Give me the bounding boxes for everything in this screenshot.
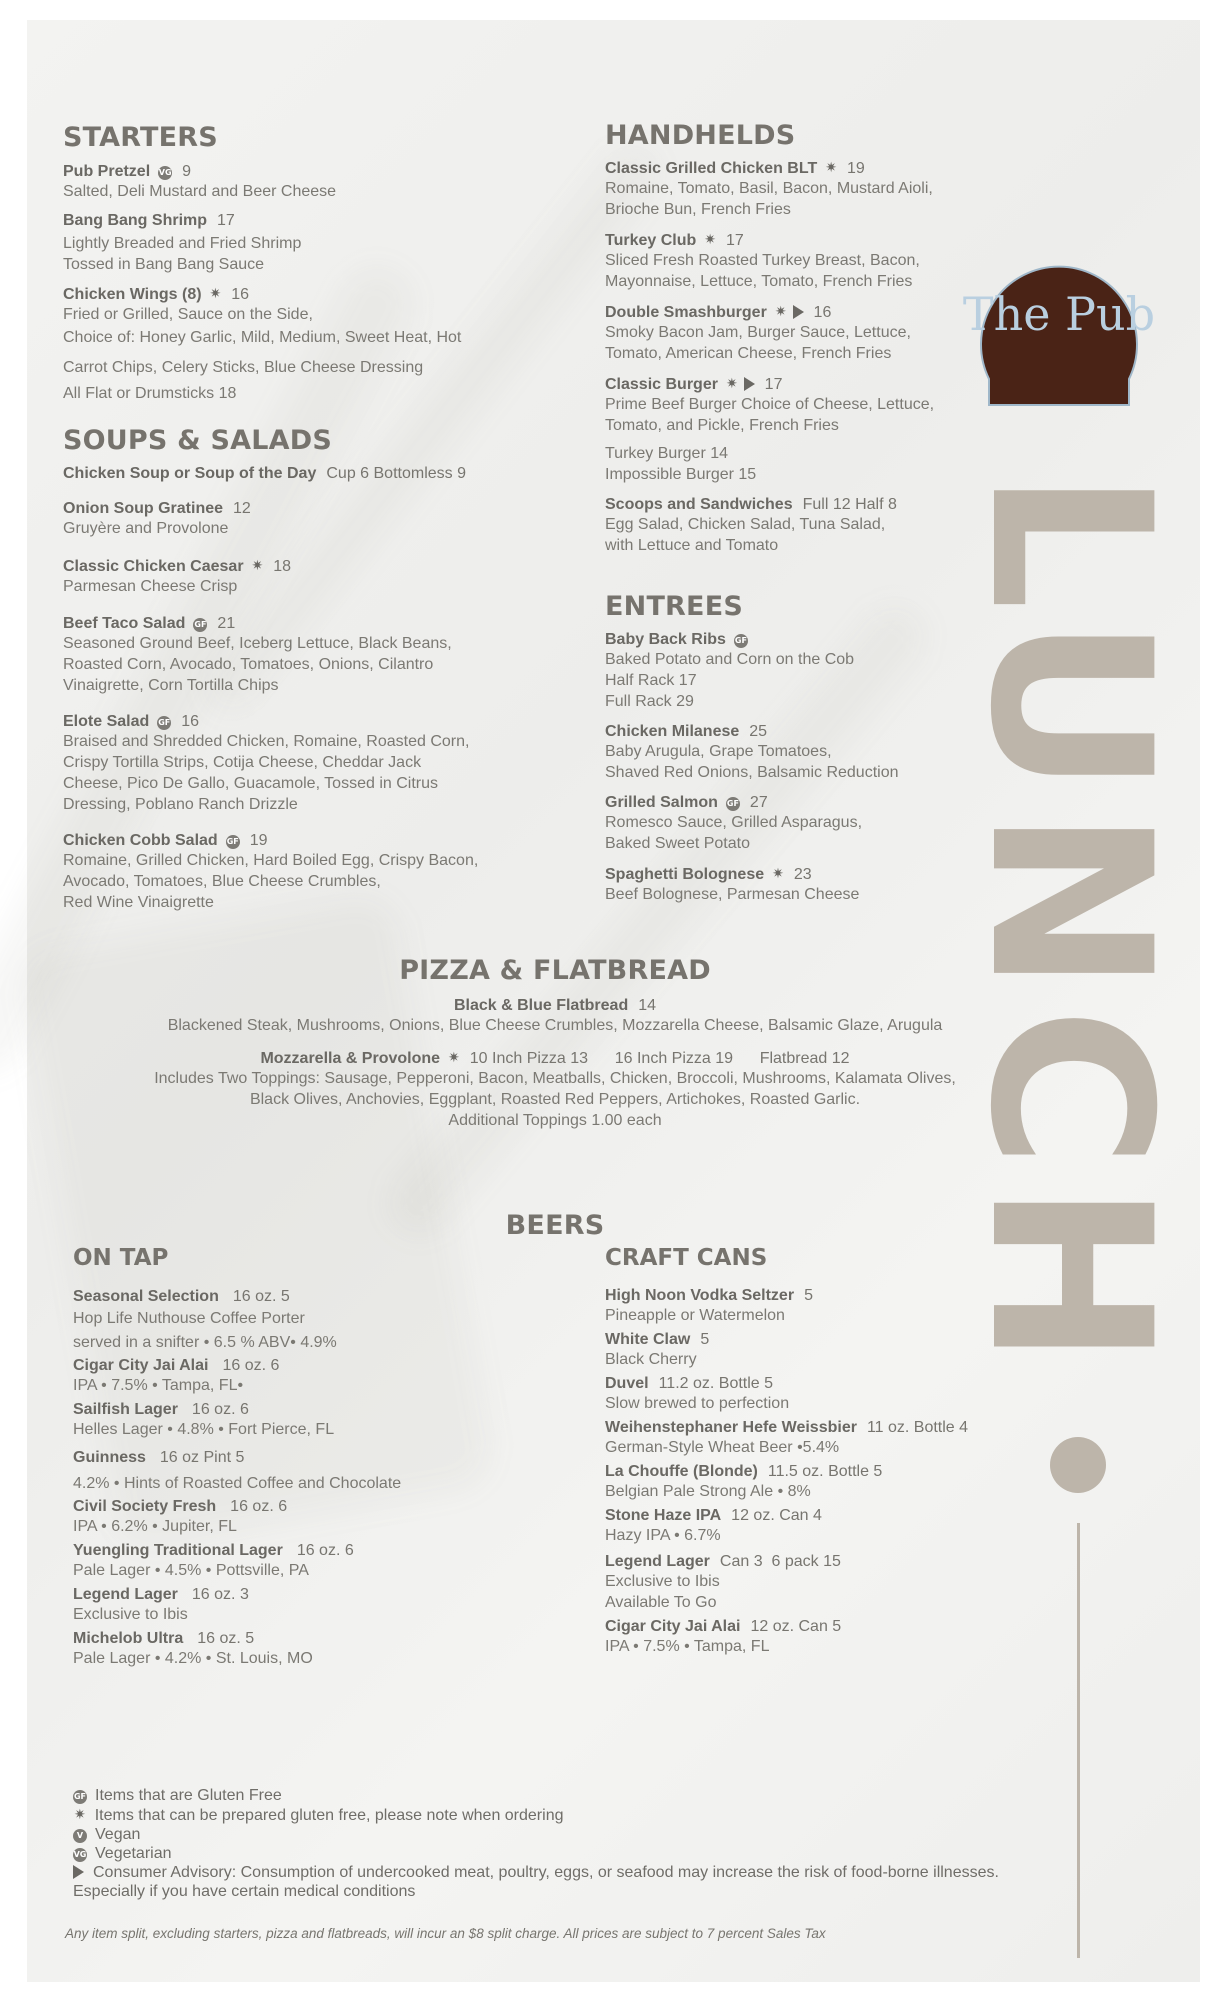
item-desc: Salted, Deli Mustard and Beer Cheese: [63, 183, 337, 200]
menu-item: [63, 285, 543, 404]
item-desc: Full Rack 29: [605, 693, 694, 710]
asterisk-icon: ✷: [704, 231, 717, 247]
item-price: 11.5 oz. Bottle 5: [767, 1463, 883, 1480]
item-name: Mozzarella & Provolone: [260, 1050, 441, 1067]
item-name: Guinness: [73, 1449, 146, 1466]
item-desc: Romesco Sauce, Grilled Asparagus,: [605, 814, 863, 831]
item-desc: Baked Potato and Corn on the Cob: [605, 651, 855, 668]
asterisk-icon: ✷: [725, 375, 738, 391]
item-desc: Black Olives, Anchovies, Eggplant, Roasted Red Peppers, Artichokes, Roasted Garlic.: [249, 1091, 861, 1108]
item-desc: Shaved Red Onions, Balsamic Reduction: [605, 764, 899, 781]
asterisk-icon: ✷: [825, 159, 837, 175]
item-desc: German-Style Wheat Beer •5.4%: [605, 1439, 840, 1456]
menu-item: [63, 500, 563, 539]
item-price: 21: [217, 615, 236, 632]
item-desc: Blackened Steak, Mushrooms, Onions, Blue Cheese Crumbles, Mozzarella Cheese, Balsamic Glaze, Arugula: [167, 1017, 943, 1034]
item-name: Turkey Club: [605, 232, 697, 249]
beer-item: [73, 1288, 543, 1353]
item-name: Chicken Wings (8): [63, 286, 202, 303]
item-desc: Pale Lager • 4.2% • St. Louis, MO: [73, 1650, 313, 1667]
item-price: 5: [700, 1331, 710, 1348]
item-desc: Baked Sweet Potato: [605, 835, 750, 852]
item-desc: Beef Bolognese, Parmesan Cheese: [605, 886, 860, 903]
item-desc: Smoky Bacon Jam, Burger Sauce, Lettuce,: [605, 324, 911, 341]
item-name: High Noon Vodka Seltzer: [605, 1287, 795, 1304]
item-desc: Black Cherry: [605, 1351, 697, 1368]
item-desc: Crispy Tortilla Strips, Cotija Cheese, Cheddar Jack: [63, 754, 422, 771]
legend-gf: [73, 1786, 1033, 1805]
item-name: Baby Back Ribs: [605, 631, 726, 648]
item-desc: Gruyère and Provolone: [63, 520, 229, 537]
item-desc: Exclusive to Ibis: [605, 1573, 720, 1590]
menu-item: [63, 465, 563, 483]
item-desc: Prime Beef Burger Choice of Cheese, Lettuce,: [605, 396, 935, 413]
item-desc: served in a snifter • 6.5 % ABV• 4.9%: [73, 1334, 337, 1351]
item-name: Pub Pretzel: [63, 163, 151, 180]
asterisk-icon: ✷: [774, 303, 787, 319]
item-name: Michelob Ultra: [73, 1630, 184, 1647]
item-desc: Mayonnaise, Lettuce, Tomato, French Fries: [605, 273, 913, 290]
item-price: 25: [749, 723, 768, 740]
legend-text: Vegetarian: [95, 1845, 172, 1862]
item-name: Civil Society Fresh: [73, 1498, 217, 1515]
beer-item: [73, 1586, 543, 1625]
beer-item: [605, 1618, 1025, 1657]
menu-item: [605, 794, 995, 854]
legend-text: Items that can be prepared gluten free, please note when ordering: [94, 1807, 564, 1824]
item-price: 5: [804, 1287, 813, 1304]
item-price: Cup 6 Bottomless 9: [326, 465, 466, 482]
soups-list: [63, 465, 563, 913]
item-name: Cigar City Jai Alai: [605, 1618, 741, 1635]
item-desc: Pineapple or Watermelon: [605, 1307, 785, 1324]
item-desc: Pale Lager • 4.5% • Pottsville, PA: [73, 1562, 309, 1579]
legend-text: Items that are Gluten Free: [95, 1787, 282, 1804]
item-desc: 4.2% • Hints of Roasted Coffee and Chocolate: [73, 1475, 402, 1492]
item-name: Onion Soup Gratinee: [63, 500, 224, 517]
item-price: 16: [813, 304, 832, 321]
advisory-flag-icon: [744, 377, 755, 391]
vegan-icon: V: [73, 1829, 87, 1843]
handhelds-heading: HANDHELDS: [605, 120, 796, 151]
menu-item: [605, 375, 995, 485]
item-desc: Exclusive to Ibis: [73, 1606, 188, 1623]
item-price: 11 oz. Bottle 4: [866, 1419, 969, 1436]
item-desc: Egg Salad, Chicken Salad, Tuna Salad,: [605, 516, 886, 533]
asterisk-icon: ✷: [74, 1806, 86, 1822]
gluten-free-icon: GF: [726, 797, 740, 811]
menu-item: [63, 557, 563, 597]
item-desc: Red Wine Vinaigrette: [63, 894, 214, 911]
item-price: 17: [726, 232, 744, 249]
beer-item: [605, 1507, 1025, 1546]
legend-vegan: [73, 1825, 1033, 1844]
menu-item: [63, 832, 563, 913]
item-price: 12 oz. Can 4: [731, 1507, 822, 1524]
item-desc: Includes Two Toppings: Sausage, Pepperoni, Bacon, Meatballs, Chicken, Broccoli, Mushrooms, Kalamata Olives,: [154, 1070, 956, 1087]
item-name: Stone Haze IPA: [605, 1507, 722, 1524]
legend-advisory-2: Especially if you have certain medical conditions: [73, 1883, 416, 1900]
item-price: 11.2 oz. Bottle 5: [658, 1375, 774, 1392]
lunch-rule: [1077, 1523, 1080, 1958]
item-name: Chicken Soup or Soup of the Day: [63, 465, 317, 482]
item-price: 14: [638, 997, 657, 1014]
item-name: Bang Bang Shrimp: [63, 212, 208, 229]
menu-item: [605, 303, 995, 364]
item-desc: Seasoned Ground Beef, Iceberg Lettuce, Black Beans,: [63, 635, 452, 652]
item-price: 10 Inch Pizza 13 16 Inch Pizza 19 Flatbread 12: [469, 1050, 850, 1067]
on-tap-heading: ON TAP: [73, 1245, 169, 1271]
lunch-title-text: LUNCH: [942, 470, 1198, 1381]
beer-item: [605, 1375, 1025, 1414]
item-desc: Hazy IPA • 6.7%: [605, 1527, 721, 1544]
item-desc: All Flat or Drumsticks 18: [63, 385, 237, 402]
item-desc: Hop Life Nuthouse Coffee Porter: [73, 1310, 305, 1327]
menu-item: [63, 163, 543, 202]
item-price: 16 oz. 6: [296, 1542, 354, 1559]
beer-item: [73, 1401, 543, 1440]
item-name: Chicken Milanese: [605, 723, 740, 740]
beer-item: [73, 1630, 543, 1669]
item-desc: Romaine, Grilled Chicken, Hard Boiled Egg, Crispy Bacon,: [63, 852, 479, 869]
menu-item: [605, 723, 995, 783]
item-price: 19: [846, 160, 865, 177]
item-price: Full 12 Half 8: [802, 496, 897, 513]
gluten-free-icon: GF: [734, 634, 748, 648]
item-name: Grilled Salmon: [605, 794, 718, 811]
entrees-list: [605, 631, 995, 905]
item-desc: Romaine, Tomato, Basil, Bacon, Mustard Aioli,: [605, 180, 933, 197]
legend-gf-possible: [73, 1805, 1033, 1825]
item-price: 27: [749, 794, 768, 811]
item-price: 9: [182, 163, 192, 180]
beers-heading: BEERS: [505, 1210, 605, 1241]
item-name: Legend Lager: [605, 1553, 710, 1570]
item-price: 16 oz. 3: [191, 1586, 249, 1603]
item-desc: Additional Toppings 1.00 each: [448, 1112, 662, 1129]
item-price: 16 oz Pint 5: [159, 1449, 245, 1466]
gluten-free-icon: GF: [193, 618, 207, 632]
item-name: Legend Lager: [73, 1586, 178, 1603]
item-name: Yuengling Traditional Lager: [73, 1542, 283, 1559]
item-price: 17: [764, 376, 783, 393]
gluten-free-icon: GF: [73, 1790, 87, 1804]
asterisk-icon: ✷: [772, 865, 784, 881]
item-price: 16 oz. 6: [191, 1401, 249, 1418]
gluten-free-icon: GF: [226, 835, 240, 849]
item-desc: IPA • 7.5% • Tampa, FL•: [73, 1377, 244, 1394]
beer-item: [73, 1498, 543, 1537]
item-price: 23: [793, 866, 812, 883]
item-price: 16: [181, 713, 200, 730]
on-tap-list: [73, 1288, 543, 1669]
advisory-flag-icon: [793, 305, 804, 319]
the-pub-logo: [962, 229, 1156, 405]
craft-cans-heading: CRAFT CANS: [605, 1245, 768, 1271]
menu-item: [605, 231, 995, 292]
item-price: 16 oz. 5: [232, 1288, 290, 1305]
gluten-free-icon: GF: [157, 716, 171, 730]
handhelds-list: [605, 159, 995, 556]
menu-item: [605, 159, 995, 220]
item-desc: Tomato, American Cheese, French Fries: [605, 345, 892, 362]
item-desc: Parmesan Cheese Crisp: [63, 578, 238, 595]
beer-item: [73, 1357, 543, 1396]
item-desc: Helles Lager • 4.8% • Fort Pierce, FL: [73, 1421, 335, 1438]
item-desc: with Lettuce and Tomato: [605, 537, 779, 554]
item-price: 19: [249, 832, 268, 849]
logo-text: The Pub: [962, 287, 1156, 341]
menu-item: [605, 631, 995, 712]
item-price: 16 oz. 5: [197, 1630, 255, 1647]
menu-item: [63, 713, 563, 815]
item-name: Classic Burger: [605, 376, 718, 393]
item-desc: Tossed in Bang Bang Sauce: [63, 256, 265, 273]
item-name: Seasonal Selection: [73, 1288, 219, 1305]
item-name: Duvel: [605, 1375, 649, 1392]
beer-item: [605, 1553, 1025, 1613]
item-desc: Braised and Shredded Chicken, Romaine, Roasted Corn,: [63, 733, 470, 750]
item-name: Chicken Cobb Salad: [63, 832, 218, 849]
asterisk-icon: ✷: [448, 1049, 460, 1065]
legend-text: Consumer Advisory: Consumption of undercooked meat, poultry, eggs, or seafood may increase the risk of food-borne illnesses.: [93, 1864, 999, 1881]
menu-item: [63, 615, 563, 696]
starters-list: [63, 163, 543, 404]
item-name: Weihenstephaner Hefe Weissbier: [605, 1419, 857, 1436]
item-name: Spaghetti Bolognese: [605, 866, 765, 883]
legend: [73, 1786, 1033, 1901]
item-desc: Vinaigrette, Corn Tortilla Chips: [63, 677, 279, 694]
menu-item: [605, 496, 995, 556]
item-name: Classic Grilled Chicken BLT: [605, 160, 818, 177]
item-desc: Lightly Breaded and Fried Shrimp: [63, 235, 302, 252]
starters-heading: STARTERS: [63, 122, 218, 153]
item-desc: Available To Go: [605, 1594, 717, 1611]
advisory-flag-icon: [73, 1865, 84, 1879]
footer-note: Any item split, excluding starters, pizza and flatbreads, will incur an $8 split charge. All prices are subject to 7 percent Sales Tax: [65, 1926, 826, 1941]
menu-item: [63, 212, 543, 275]
item-desc: Brioche Bun, French Fries: [605, 201, 791, 218]
item-desc: Roasted Corn, Avocado, Tomatoes, Onions, Cilantro: [63, 656, 434, 673]
asterisk-icon: ✷: [209, 285, 222, 301]
item-desc: Sliced Fresh Roasted Turkey Breast, Bacon,: [605, 252, 920, 269]
item-desc: Carrot Chips, Celery Sticks, Blue Cheese Dressing: [63, 359, 424, 376]
soups-salads-heading: SOUPS & SALADS: [63, 425, 333, 456]
item-desc: Turkey Burger 14: [605, 445, 729, 462]
menu-item: [605, 865, 995, 905]
item-name: La Chouffe (Blonde): [605, 1463, 758, 1480]
item-name: Beef Taco Salad: [63, 615, 186, 632]
beer-item: [605, 1419, 1025, 1458]
item-name: Sailfish Lager: [73, 1401, 178, 1418]
item-desc: Belgian Pale Strong Ale • 8%: [605, 1483, 811, 1500]
item-price: 16 oz. 6: [230, 1498, 288, 1515]
item-name: White Claw: [605, 1331, 691, 1348]
item-desc: Half Rack 17: [605, 672, 697, 689]
item-desc: Impossible Burger 15: [605, 466, 757, 483]
item-desc: IPA • 7.5% • Tampa, FL: [605, 1638, 770, 1655]
beer-item: [73, 1449, 543, 1494]
item-price: 16 oz. 6: [222, 1357, 280, 1374]
pizza-heading: PIZZA & FLATBREAD: [399, 955, 711, 986]
asterisk-icon: ✷: [251, 557, 264, 573]
legend-advisory: [73, 1863, 1033, 1882]
item-name: Black & Blue Flatbread: [453, 997, 629, 1014]
item-desc: Choice of: Honey Garlic, Mild, Medium, Sweet Heat, Hot: [63, 329, 462, 346]
legend-text: Vegan: [95, 1826, 141, 1843]
item-name: Cigar City Jai Alai: [73, 1357, 209, 1374]
item-desc: Dressing, Poblano Ranch Drizzle: [63, 796, 298, 813]
item-desc: Avocado, Tomatoes, Blue Cheese Crumbles,: [63, 873, 381, 890]
item-desc: IPA • 6.2% • Jupiter, FL: [73, 1518, 237, 1535]
item-name: Elote Salad: [63, 713, 150, 730]
item-desc: Tomato, and Pickle, French Fries: [605, 417, 839, 434]
item-price: 17: [217, 212, 235, 229]
lunch-dot: [1050, 1437, 1106, 1493]
vegetarian-icon: VG: [73, 1848, 87, 1862]
legend-vegetarian: [73, 1844, 1033, 1863]
item-name: Scoops and Sandwiches: [605, 496, 793, 513]
item-price: 12 oz. Can 5: [750, 1618, 842, 1635]
item-desc: Baby Arugula, Grape Tomatoes,: [605, 743, 832, 760]
beer-item: [73, 1542, 543, 1581]
item-desc: Slow brewed to perfection: [605, 1395, 790, 1412]
entrees-heading: ENTREES: [605, 591, 743, 622]
item-name: Double Smashburger: [605, 304, 767, 321]
item-desc: Fried or Grilled, Sauce on the Side,: [63, 306, 313, 323]
item-price: 12: [233, 500, 251, 517]
beer-item: [605, 1463, 1025, 1502]
item-price: 16: [231, 286, 250, 303]
item-price: Can 3 6 pack 15: [719, 1553, 841, 1570]
item-price: 18: [273, 558, 292, 575]
item-desc: Cheese, Pico De Gallo, Guacamole, Tossed in Citrus: [63, 775, 438, 792]
vegetarian-icon: VG: [158, 166, 172, 180]
item-name: Classic Chicken Caesar: [63, 558, 244, 575]
